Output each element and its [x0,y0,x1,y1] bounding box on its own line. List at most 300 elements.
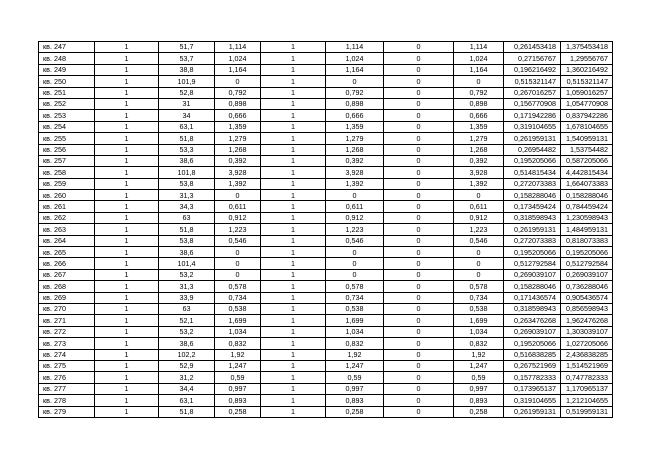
table-cell: 0,258 [215,406,261,417]
table-cell: 0,272073383 [504,178,561,189]
table-cell: 0,792 [215,87,261,98]
table-cell: 1 [261,360,326,371]
table-cell: 1 [95,167,159,178]
table-cell: 1 [95,133,159,144]
table-cell: 101,9 [159,76,215,87]
table-row [39,76,613,87]
table-cell: 0 [215,269,261,280]
table-cell: 0 [384,76,454,87]
table-cell: 1 [261,258,326,269]
table-cell: 31,3 [159,281,215,292]
table-cell: кв. 270 [39,303,95,314]
table-cell: 0,392 [215,155,261,166]
table-cell: 0 [384,349,454,360]
table-cell: 1,024 [326,53,384,64]
table-row [39,212,613,223]
table-cell: 0 [384,64,454,75]
table-cell: 0 [326,269,384,280]
table-cell: 1 [95,360,159,371]
table-cell: 1 [261,292,326,303]
table-cell: кв. 268 [39,281,95,292]
table-cell: 1 [261,167,326,178]
table-row [39,167,613,178]
table-cell: 52,8 [159,87,215,98]
table-row [39,224,613,235]
table-cell: 1 [261,383,326,394]
table-cell: 1 [95,224,159,235]
table-cell: 1,360216492 [561,64,613,75]
table-cell: 1,114 [454,42,504,53]
table-cell: 1,034 [326,326,384,337]
table-cell: 1,247 [215,360,261,371]
table-cell: кв. 271 [39,315,95,326]
table-cell: 51,7 [159,42,215,53]
table-cell: кв. 259 [39,178,95,189]
table-cell: 31 [159,98,215,109]
table-cell: 0,898 [326,98,384,109]
table-row [39,144,613,155]
table-cell: 0 [384,247,454,258]
table-cell: 1 [261,64,326,75]
table-cell: 0 [326,258,384,269]
table-cell: 1 [261,178,326,189]
table-cell: 0,587205066 [561,155,613,166]
table-cell: 0 [384,110,454,121]
table-cell: 1 [95,87,159,98]
table-cell: 0,267016257 [504,87,561,98]
table-cell: 0 [384,315,454,326]
table-cell: 0 [215,76,261,87]
table-cell: 0 [384,303,454,314]
table-cell: 4,442815434 [561,167,613,178]
table-cell: 3,928 [215,167,261,178]
table-cell: 0,319104655 [504,121,561,132]
table-cell: 1 [95,269,159,280]
table-cell: 1,164 [326,64,384,75]
table-cell: 0,261959131 [504,224,561,235]
table-cell: 1 [95,303,159,314]
table-cell: кв. 275 [39,360,95,371]
table-cell: 1,059016257 [561,87,613,98]
table-cell: 0,515321147 [561,76,613,87]
table-cell: кв. 266 [39,258,95,269]
table-cell: кв. 254 [39,121,95,132]
table-cell: 1 [261,42,326,53]
table-cell: 1,212104655 [561,395,613,406]
table-row [39,201,613,212]
table-cell: 1 [95,247,159,258]
table-cell: 0,269039107 [504,326,561,337]
table-cell: 1,699 [215,315,261,326]
table-cell: 0,893 [326,395,384,406]
table-row [39,303,613,314]
table-cell: 0 [454,190,504,201]
table-cell: кв. 249 [39,64,95,75]
table-cell: кв. 274 [39,349,95,360]
table-row [39,383,613,394]
table-cell: 0,792 [454,87,504,98]
table-cell: 1 [261,76,326,87]
table-cell: 0,26954482 [504,144,561,155]
table-cell: 1,359 [215,121,261,132]
table-cell: 1 [261,212,326,223]
table-cell: 1 [95,338,159,349]
table-cell: 1 [261,326,326,337]
table-cell: 1 [95,383,159,394]
table-cell: 53,8 [159,178,215,189]
table-cell: 0 [326,190,384,201]
table-cell: кв. 250 [39,76,95,87]
table-cell: 63 [159,303,215,314]
table-cell: 0,261959131 [504,406,561,417]
table-cell: 0,818073383 [561,235,613,246]
table-row [39,133,613,144]
table-cell: 1 [261,303,326,314]
table-cell: 33,9 [159,292,215,303]
table-cell: 0 [384,42,454,53]
table-cell: 0,747782333 [561,372,613,383]
table-cell: 52,1 [159,315,215,326]
table-cell: 1 [261,315,326,326]
table-cell: кв. 273 [39,338,95,349]
table-cell: 1 [261,98,326,109]
table-row [39,87,613,98]
table-row [39,110,613,121]
table-row [39,326,613,337]
table-cell: 1,484959131 [561,224,613,235]
table-cell: 1,114 [326,42,384,53]
table-cell: 1,359 [326,121,384,132]
table-cell: 1 [261,224,326,235]
table-cell: 0,734 [326,292,384,303]
table-cell: 0,546 [326,235,384,246]
document-page [38,41,612,418]
table-cell: 53,7 [159,53,215,64]
table-body [39,42,613,418]
table-cell: 0,195205066 [561,247,613,258]
table-cell: 1 [261,53,326,64]
table-cell: 0 [326,247,384,258]
table-cell: 1,664073383 [561,178,613,189]
table-cell: 0,195205066 [504,338,561,349]
table-cell: 0,319104655 [504,395,561,406]
table-cell: 1 [261,133,326,144]
table-cell: 1,962476268 [561,315,613,326]
table-cell: 1,024 [215,53,261,64]
table-cell: 53,3 [159,144,215,155]
table-cell: кв. 256 [39,144,95,155]
table-cell: 0,734 [215,292,261,303]
table-row [39,292,613,303]
table-row [39,155,613,166]
table-row [39,258,613,269]
table-cell: 0,171436574 [504,292,561,303]
table-cell: 0 [384,269,454,280]
table-cell: 0,912 [215,212,261,223]
table-cell: 38,6 [159,247,215,258]
table-cell: кв. 252 [39,98,95,109]
table-cell: 0,258 [454,406,504,417]
table-cell: 1,268 [326,144,384,155]
table-cell: 1 [95,349,159,360]
table-cell: 101,4 [159,258,215,269]
table-cell: 1,540959131 [561,133,613,144]
table-cell: 0 [384,167,454,178]
table-cell: 0,392 [454,155,504,166]
table-cell: 0 [384,53,454,64]
table-cell: 0,269039107 [504,269,561,280]
table-cell: 0,27156767 [504,53,561,64]
table-cell: 0 [384,292,454,303]
table-cell: кв. 269 [39,292,95,303]
table-row [39,121,613,132]
table-cell: 0 [384,121,454,132]
table-cell: 0 [454,269,504,280]
table-cell: 63 [159,212,215,223]
table-cell: кв. 260 [39,190,95,201]
table-cell: 1 [261,349,326,360]
table-cell: 1,223 [215,224,261,235]
table-cell: 0 [384,201,454,212]
table-row [39,406,613,417]
table-cell: 1,678104655 [561,121,613,132]
table-cell: 0,578 [326,281,384,292]
table-cell: 1 [95,406,159,417]
table-cell: 0,171942286 [504,110,561,121]
table-cell: 0 [384,190,454,201]
table-cell: 0 [454,258,504,269]
table-cell: 0,997 [454,383,504,394]
table-cell: 0,261453418 [504,42,561,53]
table-cell: 1,699 [326,315,384,326]
table-cell: 53,2 [159,269,215,280]
table-row [39,338,613,349]
table-cell: 0,997 [215,383,261,394]
table-cell: кв. 262 [39,212,95,223]
table-cell: 1,514521969 [561,360,613,371]
table-cell: 0,912 [454,212,504,223]
table-cell: 1 [261,155,326,166]
table-cell: 1 [261,395,326,406]
table-cell: 1 [95,144,159,155]
table-cell: 1 [95,42,159,53]
table-cell: 0,512792584 [504,258,561,269]
table-cell: 0,173965137 [504,383,561,394]
table-cell: 1,247 [454,360,504,371]
table-cell: кв. 253 [39,110,95,121]
table-cell: 1 [95,235,159,246]
table-cell: 0,546 [215,235,261,246]
table-cell: 1,92 [326,349,384,360]
table-cell: 0,734 [454,292,504,303]
table-cell: 1,164 [454,64,504,75]
table-cell: 1 [95,121,159,132]
table-cell: 0,538 [215,303,261,314]
table-cell: 0,157782333 [504,372,561,383]
table-cell: 0 [384,235,454,246]
table-cell: кв. 261 [39,201,95,212]
table-row [39,190,613,201]
table-cell: 0,258 [326,406,384,417]
table-cell: 38,6 [159,338,215,349]
table-cell: 1 [95,190,159,201]
table-row [39,349,613,360]
table-cell: кв. 277 [39,383,95,394]
table-cell: 0,666 [326,110,384,121]
table-cell: кв. 276 [39,372,95,383]
table-cell: 34 [159,110,215,121]
table-cell: 1,054770908 [561,98,613,109]
table-cell: 0,156770908 [504,98,561,109]
table-cell: 1,392 [454,178,504,189]
table-cell: 1,114 [215,42,261,53]
table-cell: 0,893 [215,395,261,406]
table-cell: 0,538 [326,303,384,314]
table-cell: 0,912 [326,212,384,223]
table-cell: 0 [384,281,454,292]
table-cell: 0,792 [326,87,384,98]
table-cell: 1 [95,178,159,189]
table-cell: кв. 247 [39,42,95,53]
table-cell: 1,279 [326,133,384,144]
table-cell: 1 [95,395,159,406]
table-row [39,42,613,53]
table-cell: 0,512792584 [561,258,613,269]
table-cell: 0,158288046 [504,281,561,292]
table-row [39,281,613,292]
table-cell: 1,024 [454,53,504,64]
table-cell: 0,267521969 [504,360,561,371]
table-cell: 0,59 [326,372,384,383]
table-cell: кв. 263 [39,224,95,235]
table-cell: 1,247 [326,360,384,371]
table-cell: 0,158288046 [504,190,561,201]
table-cell: 0,59 [215,372,261,383]
table-cell: 1,034 [215,326,261,337]
table-cell: 1,29556767 [561,53,613,64]
table-cell: 0,263476268 [504,315,561,326]
table-cell: 0,611 [326,201,384,212]
table-cell: 51,8 [159,406,215,417]
table-cell: 0,261959131 [504,133,561,144]
table-row [39,64,613,75]
table-cell: 1,164 [215,64,261,75]
table-cell: 0,905436574 [561,292,613,303]
table-row [39,395,613,406]
table-cell: 1 [95,201,159,212]
table-cell: 1,279 [215,133,261,144]
table-cell: 1,92 [215,349,261,360]
table-cell: 0,392 [326,155,384,166]
table-cell: 34,3 [159,201,215,212]
table-cell: 0 [384,212,454,223]
table-cell: кв. 278 [39,395,95,406]
table-cell: 1 [261,110,326,121]
table-cell: 0 [384,258,454,269]
table-cell: 0 [384,395,454,406]
table-cell: 0 [384,383,454,394]
table-row [39,247,613,258]
table-cell: 1,034 [454,326,504,337]
table-cell: 0,515321147 [504,76,561,87]
table-cell: 1 [261,190,326,201]
table-cell: 3,928 [454,167,504,178]
table-cell: 0,269039107 [561,269,613,280]
table-cell: 1,268 [215,144,261,155]
table-cell: 0 [215,258,261,269]
table-cell: 1 [95,98,159,109]
table-cell: 1 [95,326,159,337]
table-cell: 1 [261,372,326,383]
table-cell: 1 [95,372,159,383]
table-cell: 0 [384,133,454,144]
table-row [39,360,613,371]
table-cell: 1,170965137 [561,383,613,394]
table-cell: 1,359 [454,121,504,132]
table-cell: 0,318598943 [504,212,561,223]
table-cell: 1 [261,235,326,246]
table-row [39,98,613,109]
table-cell: кв. 251 [39,87,95,98]
table-cell: 1 [95,155,159,166]
table-cell: 1 [95,258,159,269]
table-cell: 101,8 [159,167,215,178]
table-cell: 0,837942286 [561,110,613,121]
table-cell: 0 [454,76,504,87]
table-cell: 63,1 [159,395,215,406]
table-cell: 63,1 [159,121,215,132]
table-cell: кв. 264 [39,235,95,246]
table-cell: 1 [95,281,159,292]
table-row [39,235,613,246]
table-row [39,269,613,280]
table-cell: кв. 255 [39,133,95,144]
table-cell: 0,898 [454,98,504,109]
table-cell: 1 [95,292,159,303]
table-cell: 1,223 [454,224,504,235]
table-cell: 1,53754482 [561,144,613,155]
table-cell: 0,666 [454,110,504,121]
table-cell: 52,9 [159,360,215,371]
table-cell: 0,516838285 [504,349,561,360]
table-cell: 1 [95,64,159,75]
table-cell: 31,3 [159,190,215,201]
table-cell: 2,436838285 [561,349,613,360]
table-cell: кв. 279 [39,406,95,417]
table-cell: 1,279 [454,133,504,144]
table-cell: 1 [261,338,326,349]
table-cell: 1,699 [454,315,504,326]
table-cell: 53,8 [159,235,215,246]
table-cell: 0,736288046 [561,281,613,292]
table-cell: 1 [95,110,159,121]
table-cell: 1,375453418 [561,42,613,53]
table-cell: 1,027205066 [561,338,613,349]
table-cell: 38,8 [159,64,215,75]
table-cell: 0,856598943 [561,303,613,314]
table-cell: кв. 265 [39,247,95,258]
table-cell: 0,59 [454,372,504,383]
table-cell: 1,268 [454,144,504,155]
data-table [38,41,613,418]
table-cell: 102,2 [159,349,215,360]
table-cell: 0,893 [454,395,504,406]
table-cell: 0,578 [454,281,504,292]
table-cell: 1,392 [326,178,384,189]
table-cell: 1 [261,247,326,258]
table-cell: 0,578 [215,281,261,292]
table-cell: 0,195205066 [504,155,561,166]
